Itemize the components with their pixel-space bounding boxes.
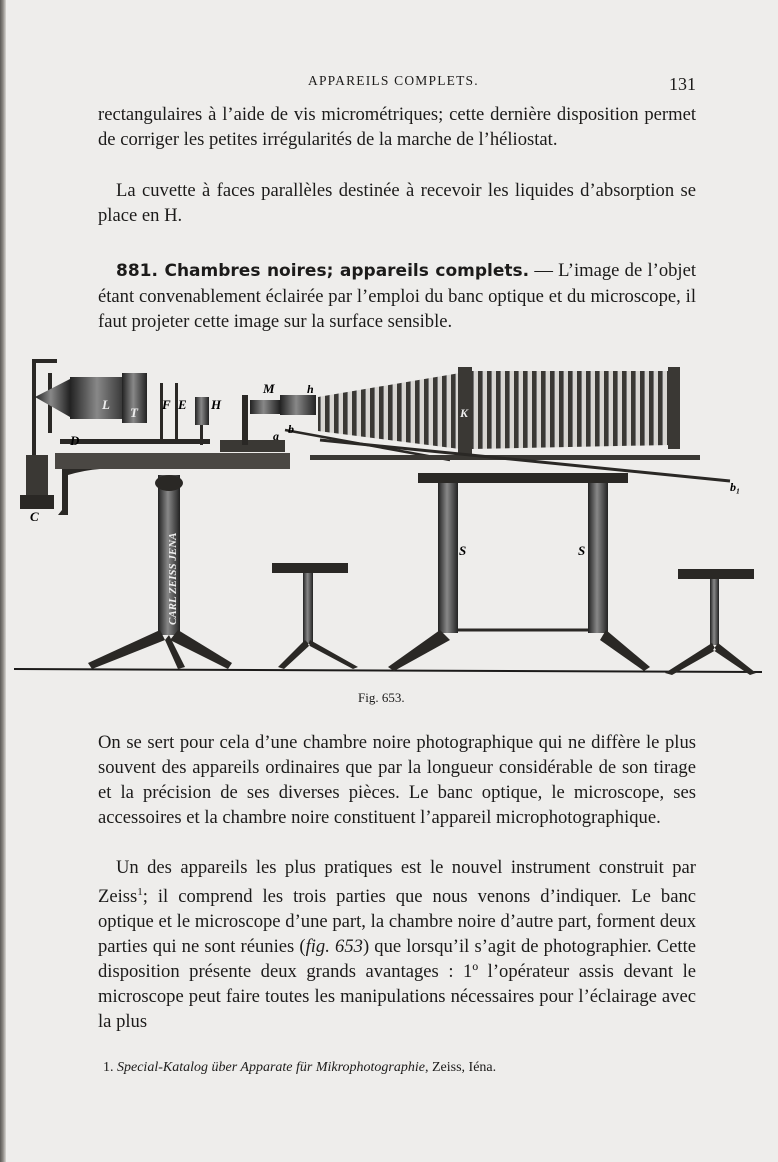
figure-caption: Fig. 653. — [358, 690, 405, 705]
label-b1: b₁ — [730, 480, 741, 494]
section-text: — L’image de l’objet étant convenablement éclairée par l’emploi du banc optique et du microscope, il faut projeter cette image sur la surface sensible. — [98, 260, 696, 332]
label-K: K — [460, 406, 469, 420]
section-title: Chambres noires; appareils complets. — [164, 261, 530, 281]
paragraph-chambre-noire: On se sert pour cela d’une chambre noire photographique qui ne diffère le plus souvent des appareils ordinaires que par la longueur considérable de son tirage et la précision de ses diverses pièces. Le banc optique, le microscope, ses accessoires et la chambre noire constituent l’appareil microphotographique. — [98, 732, 696, 828]
section-number: 881 — [116, 261, 152, 281]
lamp-cone — [35, 379, 70, 417]
figure-653-illustration — [10, 345, 770, 685]
lamp-housing — [70, 377, 130, 419]
label-a: a — [273, 429, 279, 443]
label-b: b — [288, 422, 294, 436]
footnote-number: 1. — [103, 1060, 114, 1075]
cuvette-H — [195, 397, 209, 425]
label-H: H — [211, 397, 222, 412]
footnote — [103, 1060, 496, 1076]
footnote-reference[interactable]: 1 — [137, 886, 143, 898]
footnote-title: Special-Katalog über Apparate für Mikrophotographie — [117, 1060, 425, 1075]
label-T: T — [130, 405, 138, 420]
section-881: 881. Chambres noires; appareils complets. — L’image de l’objet étant convenablement éclairée par l’emploi du banc optique et du microscope, il faut projeter cette image sur la surface sensible. — [98, 260, 696, 332]
optical-bench — [55, 453, 290, 469]
stool-left — [272, 563, 358, 669]
pillar-inscription: CARL ZEISS JENA — [167, 532, 179, 625]
apparatus-engraving — [10, 345, 770, 685]
label-S-left: S — [459, 543, 467, 558]
label-C: C — [30, 509, 39, 524]
camera-table — [388, 473, 650, 671]
page-number: 131 — [669, 74, 696, 94]
paragraph-continuation: rectangulaires à l’aide de vis micrométriques; cette dernière disposition permet de corriger les petites irrégularités de la marche de l’héliostat. — [98, 104, 696, 150]
lamp-frame — [20, 359, 57, 509]
ground-line — [14, 669, 762, 672]
label-D: D — [70, 433, 80, 448]
book-gutter-shadow — [0, 0, 6, 1162]
running-head: APPAREILS COMPLETS. — [308, 73, 479, 88]
label-M: M — [263, 381, 275, 396]
microscope-pillar — [88, 475, 232, 669]
paragraph-zeiss: Un des appareils les plus pratiques est le nouvel instrument construit par Zeiss$^1$; il comprend les trois parties que nous venons d’indiquer. Le banc optique et le microscope d’une part, la chambre noire d’autre part, forment deux parties qui ne sont réunies (fig. 653) que lorsqu’il s’agit de photographier. Cette disposition présente deux grands avantages : 1º l’opérateur assis devant le microscope peut faire toutes les manipulations nécessaires pour l’éclairage avec la plus — [98, 857, 696, 1033]
label-L: L — [102, 397, 110, 412]
label-h: h — [307, 382, 314, 396]
stool-right — [665, 569, 756, 675]
label-S-right: S — [578, 543, 586, 558]
footnote-publisher: , Zeiss, Iéna. — [424, 1060, 497, 1075]
label-E: E — [178, 397, 187, 412]
paragraph-cuvette: La cuvette à faces parallèles destinée à recevoir les liquides d’absorption se place en H. — [98, 180, 696, 226]
camera-bellows — [310, 367, 730, 481]
label-F: F — [162, 397, 171, 412]
figure-reference[interactable]: fig. 653 — [305, 936, 363, 958]
